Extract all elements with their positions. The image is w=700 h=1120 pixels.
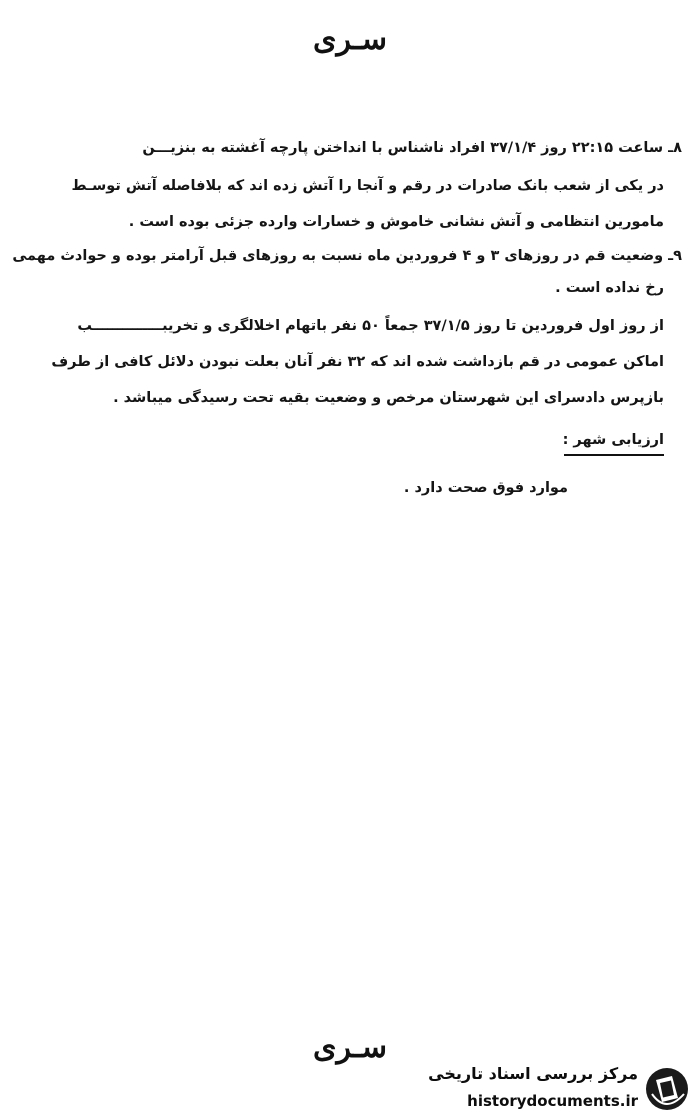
archive-logo-icon <box>642 1064 690 1116</box>
item-9-line-1 <box>12 248 682 264</box>
assessment-text: موارد فوق صحت دارد . <box>403 480 568 496</box>
paragraph-line-1: از روز اول فروردین تا روز ۳۷/۱/۵ جمعاً ۵۰ نفر باتهام اخلالگری و تخریبــــــــــــــب <box>77 318 664 334</box>
item-text: ـ وضعیت قم در روزهای ۳ و ۴ فروردین ماه نسبت به روزهای قبل آرامتر بوده و حوادث مهمی <box>12 248 674 264</box>
item-text: ـ ساعت ۲۲:۱۵ روز ۳۷/۱/۴ افراد ناشناس با انداختن پارچه آغشته به بنزیـــن <box>142 140 674 156</box>
assessment-heading: ارزیابی شهر : <box>562 432 664 448</box>
heading-underline <box>564 454 664 456</box>
item-8-line-1 <box>50 140 682 156</box>
classification-footer: سـری <box>313 1030 387 1065</box>
watermark-title: مرکز بررسی اسناد تاریخی <box>428 1064 638 1083</box>
item-8-line-2: در یکی از شعب بانک صادرات در رقم و آنجا را آتش زده اند که بلافاصله آتش توسـط <box>71 178 664 194</box>
item-8-line-3: مامورین انتظامی و آتش نشانی خاموش و خسارات وارده جزئی بوده است . <box>128 214 664 230</box>
watermark-url: historydocuments.ir <box>467 1092 638 1110</box>
watermark <box>418 1058 690 1118</box>
item-number: ۹ <box>673 248 682 264</box>
item-number: ۸ <box>673 140 682 156</box>
paragraph-line-3: بازپرس دادسرای این شهرستان مرخص و وضعیت بقیه تحت رسیدگی میباشد . <box>113 390 664 406</box>
classification-header: سـری <box>313 22 387 57</box>
paragraph-line-2: اماکن عمومی در قم بازداشت شده اند که ۳۲ نفر آنان بعلت نبودن دلائل کافی از طرف <box>51 354 664 370</box>
item-9-line-2: رخ نداده است . <box>555 280 664 296</box>
